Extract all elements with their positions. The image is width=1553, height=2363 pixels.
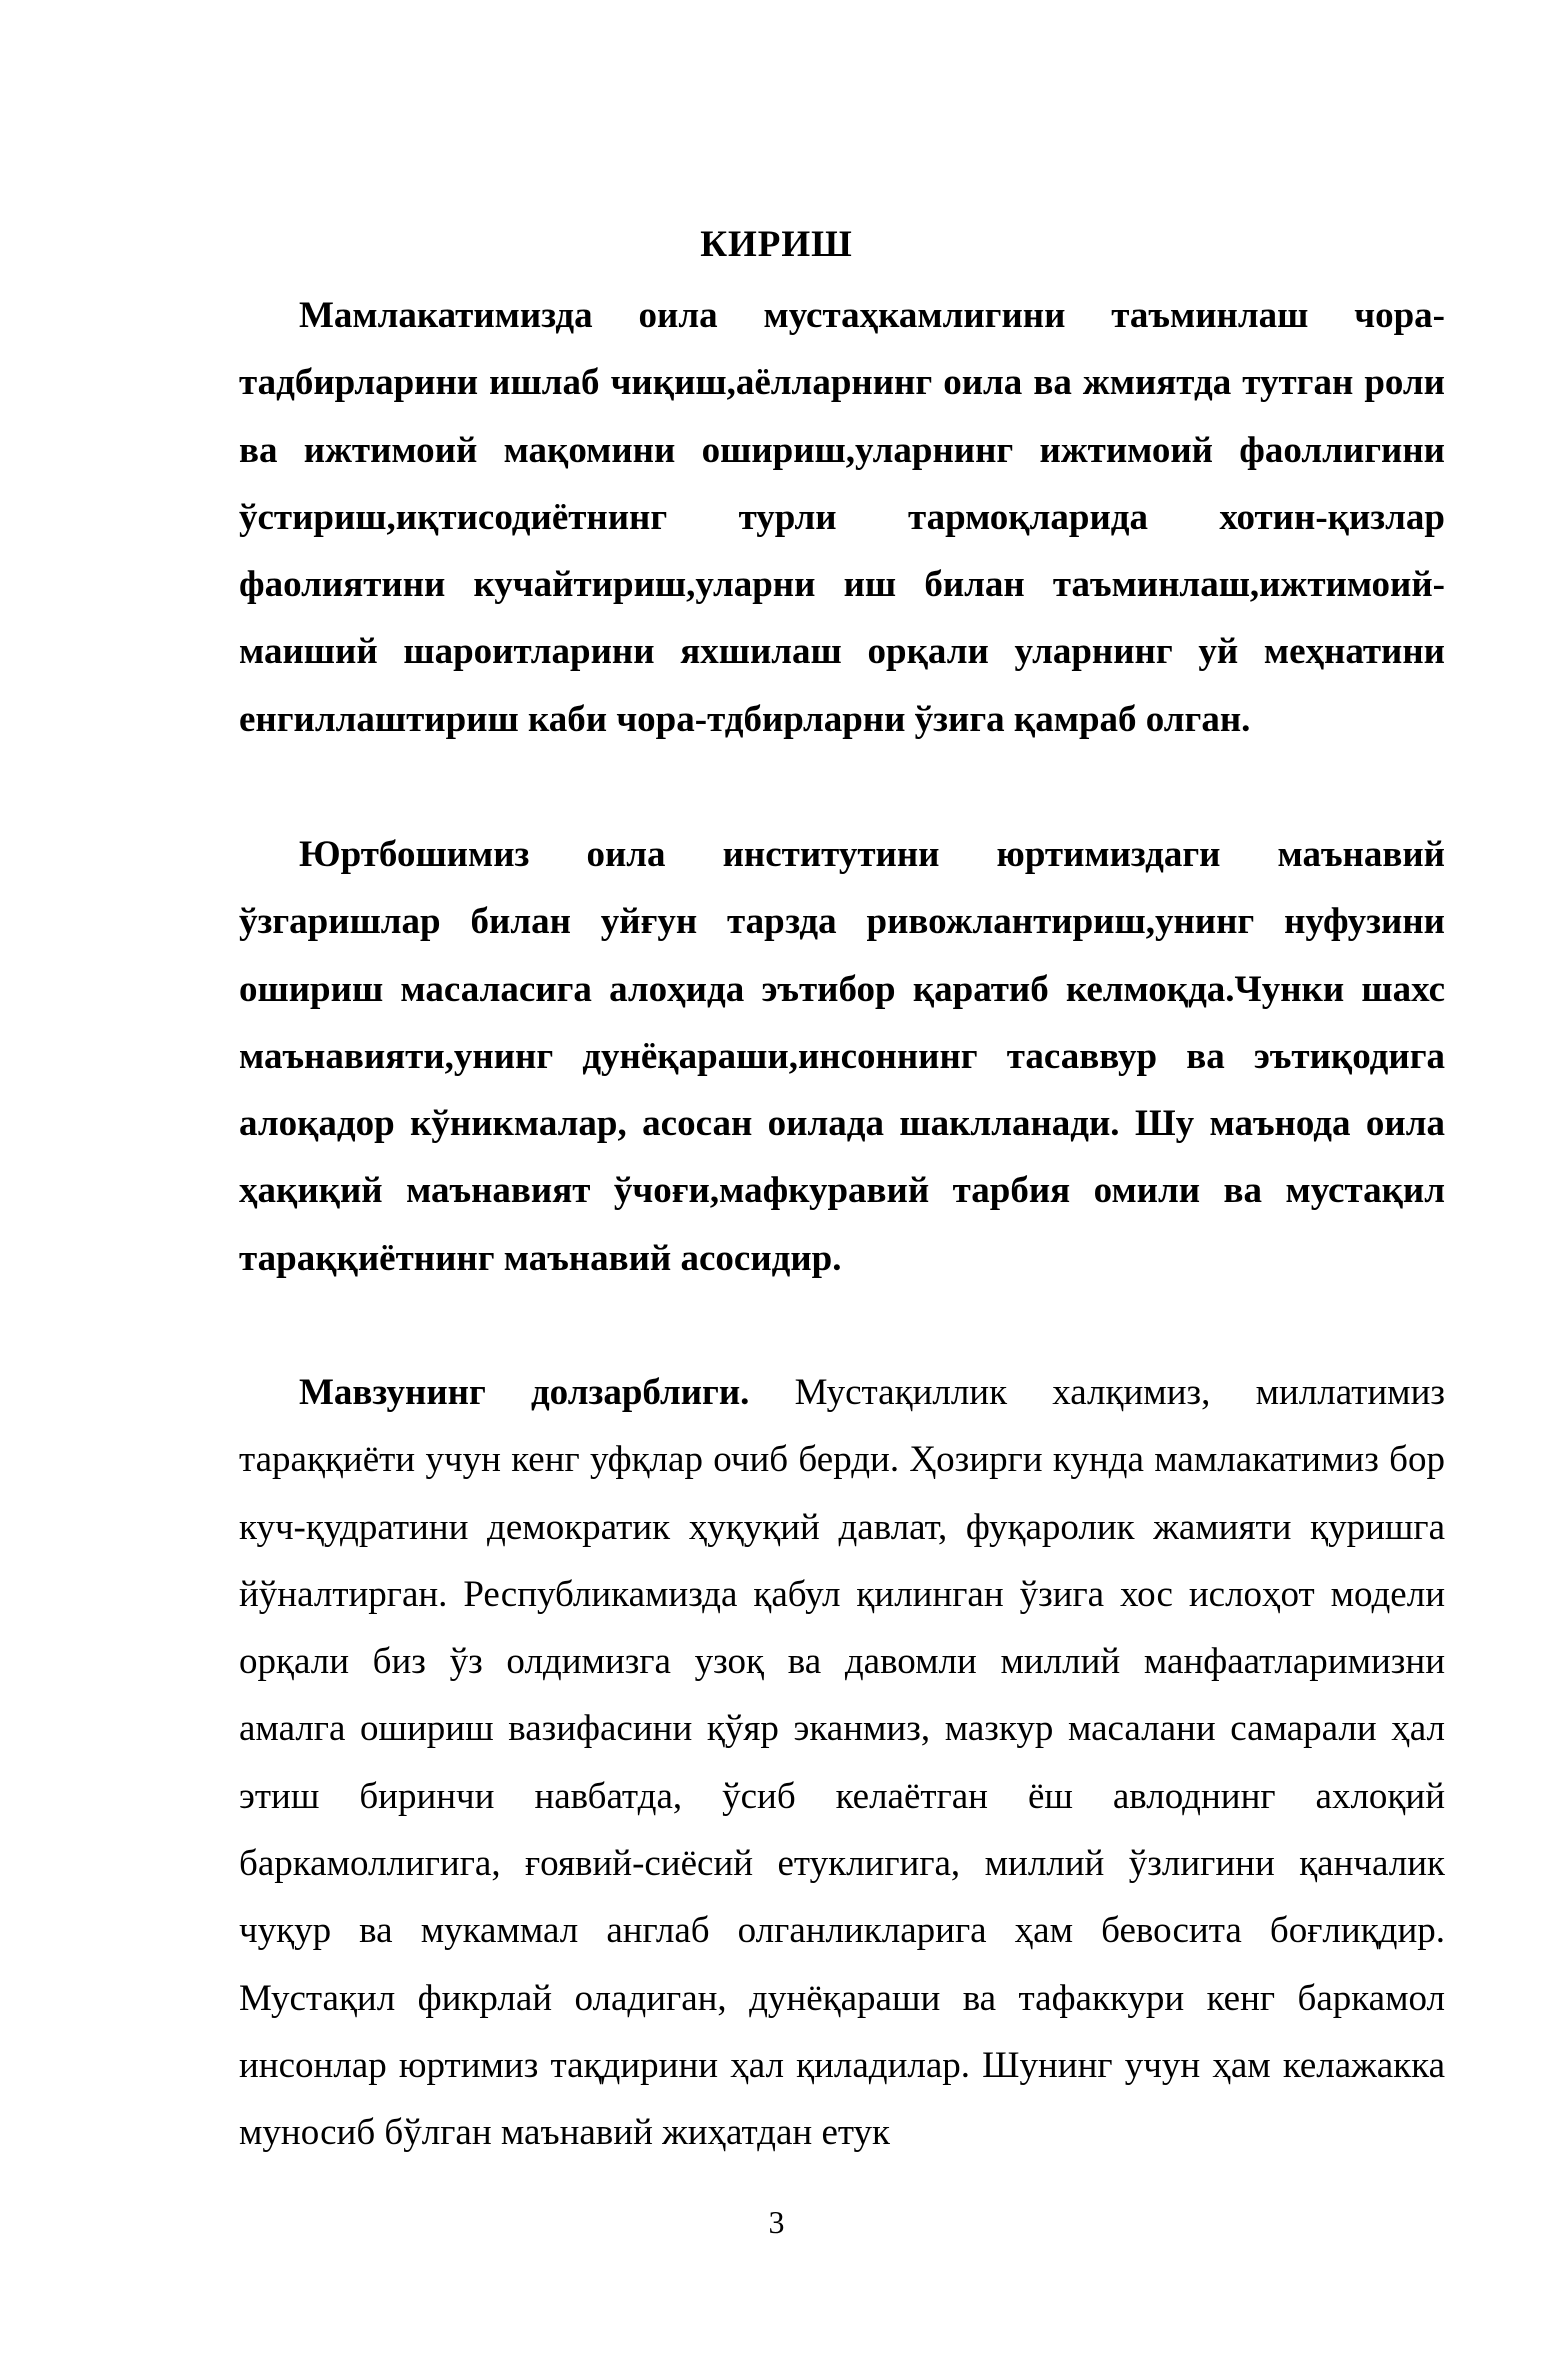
paragraph-family-institute [239,821,1445,1292]
paragraph-text: Юртбошимиз оила институтини юртимиздаги маънавий ўзгаришлар билан уйғун тарзда ривожлантириш,унинг нуфузини ошириш масаласига алоҳида эътибор қаратиб келмоқда.Чунки шахс маънавияти,унинг дунёқараши,инсоннинг тасаввур ва эътиқодига алоқадор кўникмалар, асосан оилада шаклланади. Шу маънода оила ҳақиқий маънавият ўчоғи,мафкуравий тарбия омили ва мустақил тараққиётнинг маънавий асосидир. [239,834,1445,1279]
paragraph-text: Мамлакатимизда оила мустаҳкамлигини таъминлаш чора-тадбирларини ишлаб чиқиш,аёлларнинг оила ва жмиятда тутган роли ва ижтимоий мақомини ошириш,уларнинг ижтимоий фаоллигини ўстириш,иқтисодиётнинг турли тармоқларида хотин-қизлар фаолиятини кучайтириш,уларни иш билан таъминлаш,ижтимоий-маиший шароитларини яхшилаш орқали уларнинг уй меҳнатини енгиллаштириш каби чора-тдбирларни ўзига қамраб олган. [239,295,1445,740]
paragraph-relevance [239,1359,1445,2167]
paragraph-text: Мустақиллик халқимиз, миллатимиз тараққиёти учун кенг уфқлар очиб берди. Ҳозирги кунда мамлакатимиз бор куч-қудратини демократик ҳуқуқий давлат, фуқаролик жамияти қуришга йўналтирган. Республикамизда қабул қилинган ўзига хос ислоҳот модели орқали биз ўз олдимизга узоқ ва давомли миллий манфаатларимизни амалга ошириш вазифасини қўяр эканмиз, мазкур масалани самарали ҳал этиш биринчи навбатда, ўсиб келаётган ёш авлоднинг ахлоқий баркамоллигига, ғоявий-сиёсий етуклигига, миллий ўзлигини қанчалик чуқур ва мукаммал англаб олганликларига ҳам бевосита боғлиқдир. Мустақил фикрлай оладиган, дунёқараши ва тафаккури кенг баркамол инсонлар юртимиз тақдирини ҳал қиладилар. Шунинг учун ҳам келажакка муносиб бўлган маънавий жиҳатдан етук [239,1372,1445,2154]
section-heading: КИРИШ [700,224,853,265]
paragraph-lead-label: Мавзунинг долзарблиги. [299,1372,750,1413]
paragraph-intro [239,282,1445,753]
paragraph-body [239,1359,1445,2167]
page-number: 3 [768,2204,785,2240]
